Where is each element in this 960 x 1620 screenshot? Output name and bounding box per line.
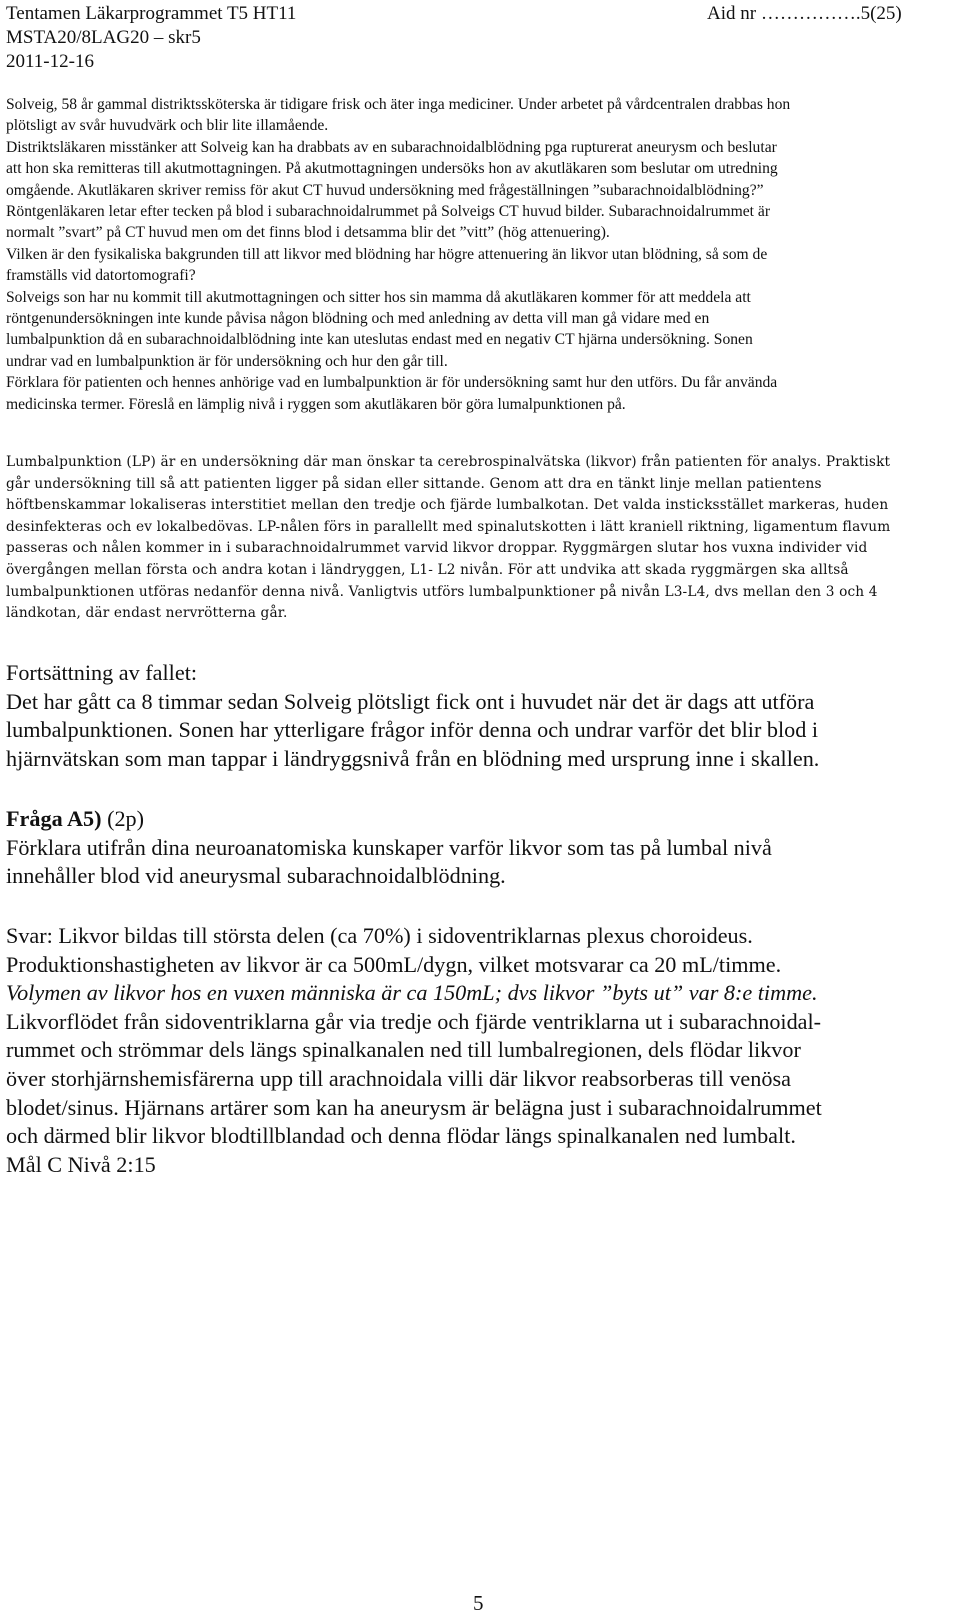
question-heading (6, 805, 936, 834)
text-line: och därmed blir likvor blodtillblandad och denna flödar längs spinalkanalen ned lumbalt. (6, 1123, 796, 1149)
text-line: att hon ska remitteras till akutmottagningen. På akutmottagningen undersöks hon av akutläkaren som beslutar om utredning (6, 160, 778, 178)
page-number: 5 (473, 1591, 484, 1615)
continuation-heading: Fortsättning av fallet: (6, 660, 198, 685)
text-line: Likvorflödet från sidoventriklarna går via tredje och fjärde ventriklarna ut i subarachnoidal- (6, 1008, 822, 1034)
text-line: undrar vad en lumbalpunktion är för undersökning och hur den går till. (6, 352, 448, 370)
text-line: Solveigs son har nu kommit till akutmottagningen och sitter hos sin mamma då akutläkaren kommer för att meddela att (6, 288, 751, 306)
exam-date: 2011-12-16 (6, 51, 94, 72)
text-line: omgående. Akutläkaren skriver remiss för akut CT huvud undersökning med frågeställningen ”subarachnoidalblödning?” (6, 181, 764, 199)
text-line: lumbalpunktionen. Sonen har ytterligare frågor inför denna och undrar varför det blir blod i (6, 717, 819, 743)
text-line: lumbalpunktionen utföras nedanför denna nivå. Vanligtvis utförs lumbalpunktioner på nivån L3-L4, dvs mellan den 3 och 4 (6, 583, 878, 600)
text-line: normalt ”svart” på CT huvud men om det finns blod i detsamma blir det ”vitt” (hög attenuering). (6, 224, 610, 242)
text-line: går undersökning till så att patienten ligger på sidan eller sittande. Genom att dra en tänkt linje mellan patientens (6, 475, 822, 492)
italic-line: Volymen av likvor hos en vuxen människa är ca 150mL; dvs likvor ”byts ut” var 8:e timme. (6, 980, 818, 1006)
text-line: Solveig, 58 år gammal distriktssköterska är tidigare frisk och äter inga mediciner. Under arbetet på vårdcentralen drabbas hon (6, 96, 791, 113)
text-line: över storhjärnshemisfärerna upp till arachnoidala villi där likvor reabsorberas till venösa (6, 1065, 791, 1091)
lumbar-puncture-answer (6, 452, 936, 625)
text-line: passeras och nålen kommer in i subarachnoidalrummet varvid likvor droppar. Ryggmärgen slutar hos vuxna individer vid (6, 540, 868, 557)
text-line: Lumbalpunktion (LP) är en undersökning där man önskar ta cerebrospinalvätska (likvor) från patienten för analys. Praktiskt (6, 454, 891, 470)
text-line: lumbalpunktion då en subarachnoidalblödning inte kan uteslutas endast med en negativ CT hjärna undersökning. Sonen (6, 331, 753, 349)
aid-number: Aid nr …………….5(25) (707, 3, 902, 24)
text-line: framställs vid datortomografi? (6, 267, 196, 285)
text-line: Distriktsläkaren misstänker att Solveig kan ha drabbats av en subarachnoidalblödning pga rupturerat aneurysm och beslutar (6, 138, 777, 156)
learning-goal: Mål C Nivå 2:15 (6, 1151, 156, 1177)
text-line: övergången mellan första och andra kotan i ländryggen, L1- L2 nivån. För att undvika att skada ryggmärgen ska alltså (6, 561, 849, 578)
exam-title: Tentamen Läkarprogrammet T5 HT11 (6, 3, 297, 24)
text-line: Vilken är den fysikaliska bakgrunden till att likvor med blödning har högre attenuering än likvor utan blödning, så som de (6, 245, 768, 263)
text-line: Förklara för patienten och hennes anhörige vad en lumbalpunktion är för undersökning samt hur den utförs. Du får använda (6, 374, 778, 392)
text-line: blodet/sinus. Hjärnans artärer som kan ha aneurysm är belägna just i subarachnoidalrummet (6, 1094, 822, 1120)
text-line: desinfekteras och ev lokalbedövas. LP-nålen förs in parallellt med spinalutskotten i lätt kraniell riktning, ligamentum flavum (6, 518, 891, 535)
text-line: medicinska termer. Föreslå en lämplig nivå i ryggen som akutläkaren bör göra lumalpunktionen på. (6, 395, 626, 413)
text-line: innehåller blod vid aneurysmal subarachnoidalblödning. (6, 863, 506, 889)
text-line: Det har gått ca 8 timmar sedan Solveig plötsligt fick ont i huvudet när det är dags att utföra (6, 688, 815, 714)
text-line: rummet och strömmar dels längs spinalkanalen ned till lumbalregionen, dels flödar likvor (6, 1037, 801, 1063)
question-label: Fråga A5) (6, 806, 102, 831)
text-line: Produktionshastigheten av likvor är ca 500mL/dygn, vilket motsvarar ca 20 mL/timme. (6, 951, 782, 977)
text-line: röntgenundersökningen inte kunde påvisa någon blödning och med anledning av detta vill man gå vidare med en (6, 310, 710, 328)
case-description (6, 94, 936, 415)
header-left (6, 2, 296, 74)
question-points: (2p) (101, 806, 145, 831)
text-line: hjärnvätskan som man tappar i ländryggsnivå från en blödning med ursprung inne i skallen. (6, 745, 820, 771)
question-a5 (6, 805, 936, 891)
text-line: ländkotan, där endast nervrötterna går. (6, 605, 288, 622)
text-line: Förklara utifrån dina neuroanatomiska kunskaper varför likvor som tas på lumbal nivå (6, 834, 772, 860)
course-code: MSTA20/8LAG20 – skr5 (6, 27, 201, 48)
text-line: höftbenskammar lokaliseras interstitiet mellan den tredje och fjärde lumbalkotan. Det valda insticksstället markeras, huden (6, 497, 889, 514)
answer-a5 (6, 922, 936, 1179)
text-line: Svar: Likvor bildas till största delen (ca 70%) i sidoventriklarnas plexus choroideus. (6, 923, 753, 948)
text-line: plötsligt av svår huvudvärk och blir lite illamående. (6, 117, 329, 135)
text-line: Röntgenläkaren letar efter tecken på blod i subarachnoidalrummet på Solveigs CT huvud bilder. Subarachnoidalrummet är (6, 203, 771, 221)
case-continuation (6, 659, 936, 773)
